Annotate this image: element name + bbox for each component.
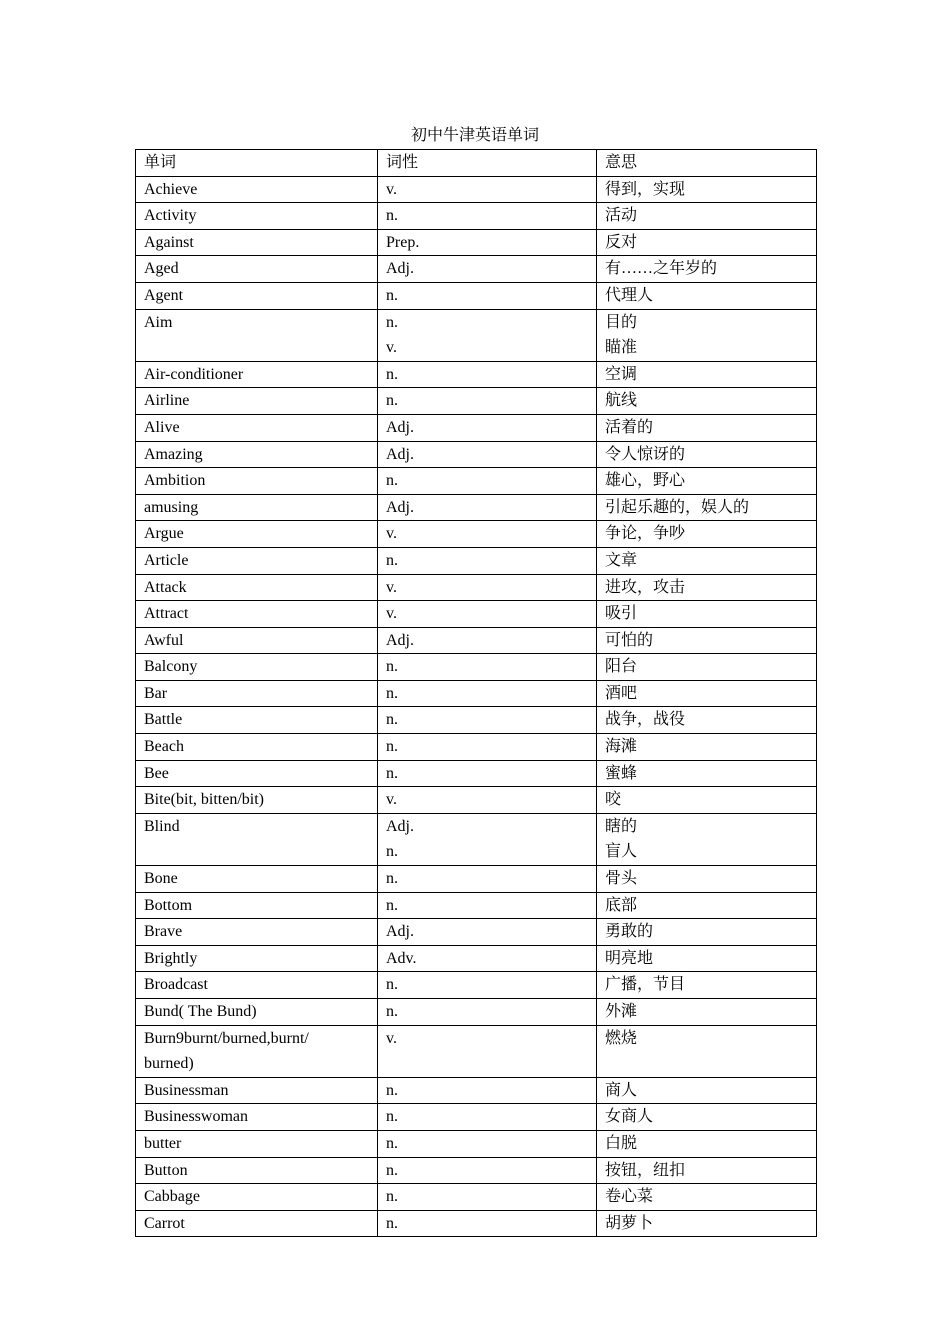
- table-row: [136, 892, 817, 919]
- word-cell-text: Beach: [144, 738, 184, 756]
- table-row: [136, 468, 817, 495]
- table-row: [136, 734, 817, 761]
- word-cell-text: Awful: [144, 631, 184, 649]
- meaning-cell-text: 有……之年岁的: [605, 260, 718, 278]
- meaning-cell-text: 战争，战役: [605, 711, 686, 729]
- table-row: [136, 203, 817, 230]
- table-row: [136, 361, 817, 388]
- table-row: [136, 388, 817, 415]
- meaning-cell-text: 卷心菜: [605, 1188, 654, 1206]
- part-of-speech-cell-text: n.: [386, 1134, 398, 1152]
- word-cell-text: Against: [144, 233, 194, 251]
- table-row: [136, 919, 817, 946]
- part-of-speech-cell-text: v.: [386, 791, 397, 809]
- table-row: [136, 1184, 817, 1211]
- word-cell: [136, 203, 378, 230]
- meaning-cell: [597, 919, 817, 946]
- meaning-cell: [597, 999, 817, 1026]
- table-row: [136, 601, 817, 628]
- word-cell-text: butter: [144, 1134, 182, 1152]
- part-of-speech-cell: [378, 309, 597, 361]
- meaning-cell-text: 令人惊讶的: [605, 445, 686, 463]
- word-cell-text: Bund( The Bund): [144, 1003, 257, 1020]
- word-cell-text: Activity: [144, 207, 197, 225]
- part-of-speech-cell: [378, 1157, 597, 1184]
- table-row: [136, 547, 817, 574]
- meaning-cell: [597, 1077, 817, 1104]
- meaning-cell: [597, 1104, 817, 1131]
- part-of-speech-cell-text: n.: [386, 1081, 398, 1099]
- meaning-cell: [597, 203, 817, 230]
- part-of-speech-cell-text: n.: [386, 472, 398, 490]
- meaning-cell: [597, 229, 817, 256]
- table-row: [136, 945, 817, 972]
- part-of-speech-cell-text: n.: [386, 207, 398, 225]
- part-of-speech-cell-text: n.: [386, 843, 398, 861]
- word-cell-text: Battle: [144, 711, 183, 729]
- word-cell: [136, 601, 378, 628]
- meaning-cell-text: 盲人: [605, 843, 638, 861]
- part-of-speech-cell: [378, 229, 597, 256]
- meaning-cell-text: 进攻，攻击: [605, 578, 686, 596]
- part-of-speech-cell: [378, 1104, 597, 1131]
- word-cell: [136, 680, 378, 707]
- meaning-cell-text: 燃烧: [605, 1029, 638, 1047]
- meaning-cell: [597, 361, 817, 388]
- part-of-speech-cell: [378, 1184, 597, 1211]
- table-row: [136, 654, 817, 681]
- meaning-cell: [597, 176, 817, 203]
- meaning-cell-text: 骨头: [605, 870, 638, 888]
- word-cell: [136, 760, 378, 787]
- part-of-speech-cell-text: Adj.: [386, 817, 414, 835]
- word-cell: [136, 892, 378, 919]
- part-of-speech-cell: [378, 787, 597, 814]
- word-cell: [136, 468, 378, 495]
- meaning-cell: [597, 734, 817, 761]
- meaning-cell: [597, 441, 817, 468]
- meaning-cell-text: 瞎的: [605, 817, 638, 835]
- word-cell: [136, 547, 378, 574]
- page-title: 初中牛津英语单词: [410, 127, 539, 144]
- meaning-cell: [597, 680, 817, 707]
- part-of-speech-cell-text: Adj.: [386, 631, 414, 649]
- table-row: [136, 1130, 817, 1157]
- meaning-cell-text: 争论，争吵: [605, 525, 686, 543]
- part-of-speech-cell: [378, 707, 597, 734]
- word-cell: [136, 361, 378, 388]
- part-of-speech-cell-text: n.: [386, 365, 398, 383]
- meaning-cell-text: 引起乐趣的，娱人的: [605, 498, 750, 516]
- meaning-cell: [597, 309, 817, 361]
- part-of-speech-cell: [378, 176, 597, 203]
- part-of-speech-cell-text: n.: [386, 738, 398, 756]
- meaning-cell-text: 蜜蜂: [605, 764, 638, 782]
- part-of-speech-cell-text: n.: [386, 870, 398, 888]
- meaning-cell-text: 瞄准: [605, 339, 638, 357]
- meaning-cell-text: 女商人: [605, 1108, 654, 1126]
- word-cell: [136, 734, 378, 761]
- part-of-speech-cell: [378, 919, 597, 946]
- part-of-speech-cell-text: n.: [386, 1108, 398, 1126]
- meaning-cell: [597, 282, 817, 309]
- meaning-cell: [597, 813, 817, 865]
- word-cell: [136, 441, 378, 468]
- word-cell: [136, 787, 378, 814]
- part-of-speech-cell-text: Adj.: [386, 260, 414, 278]
- word-cell-text: Bar: [144, 684, 168, 702]
- meaning-cell: [597, 1025, 817, 1077]
- word-cell-text: amusing: [144, 498, 199, 516]
- word-cell: [136, 1184, 378, 1211]
- part-of-speech-cell-text: Adj.: [386, 418, 414, 436]
- part-of-speech-cell: [378, 680, 597, 707]
- part-of-speech-cell-text: v.: [386, 525, 397, 543]
- part-of-speech-cell: [378, 1130, 597, 1157]
- meaning-cell: [597, 601, 817, 628]
- part-of-speech-cell: [378, 999, 597, 1026]
- word-cell: [136, 256, 378, 283]
- part-of-speech-cell-text: v.: [386, 339, 397, 357]
- part-of-speech-cell-text: n.: [386, 1161, 398, 1179]
- meaning-cell: [597, 945, 817, 972]
- meaning-cell-text: 反对: [605, 233, 638, 251]
- word-cell-text: Amazing: [144, 445, 203, 463]
- part-of-speech-cell-text: Adj.: [386, 923, 414, 941]
- table-row: [136, 1025, 817, 1077]
- word-cell: [136, 707, 378, 734]
- word-cell: [136, 1104, 378, 1131]
- table-row: [136, 1210, 817, 1237]
- word-cell: [136, 1210, 378, 1237]
- word-cell-text: Balcony: [144, 658, 198, 676]
- part-of-speech-cell-text: v.: [386, 1029, 397, 1047]
- word-cell: [136, 945, 378, 972]
- word-cell-text: Aim: [144, 313, 173, 331]
- meaning-cell: [597, 1157, 817, 1184]
- header-word: 单词: [136, 150, 378, 177]
- word-cell-text: Businesswoman: [144, 1108, 248, 1126]
- meaning-cell-text: 按钮，纽扣: [605, 1161, 686, 1179]
- table-row: [136, 866, 817, 893]
- word-cell-text: Burn9burnt/burned,burnt/: [144, 1029, 309, 1047]
- table-header-row: [136, 150, 817, 177]
- word-cell-text: Ambition: [144, 472, 206, 490]
- table-row: [136, 309, 817, 361]
- meaning-cell-text: 吸引: [605, 605, 638, 623]
- table-row: [136, 787, 817, 814]
- word-cell: [136, 309, 378, 361]
- meaning-cell: [597, 1210, 817, 1237]
- meaning-cell: [597, 787, 817, 814]
- table-row: [136, 574, 817, 601]
- meaning-cell-text: 外滩: [605, 1003, 638, 1020]
- table-row: [136, 494, 817, 521]
- header-part-of-speech: 词性: [378, 150, 597, 177]
- part-of-speech-cell: [378, 866, 597, 893]
- word-cell: [136, 229, 378, 256]
- part-of-speech-cell: [378, 494, 597, 521]
- word-cell-text: Attack: [144, 578, 187, 596]
- table-row: [136, 707, 817, 734]
- meaning-cell: [597, 1130, 817, 1157]
- meaning-cell: [597, 707, 817, 734]
- word-cell-text: Bone: [144, 870, 178, 888]
- word-cell-text: Brave: [144, 923, 183, 941]
- word-cell-text: Bee: [144, 764, 169, 782]
- part-of-speech-cell-text: v.: [386, 605, 397, 623]
- table-row: [136, 414, 817, 441]
- meaning-cell-text: 商人: [605, 1081, 638, 1099]
- part-of-speech-cell: [378, 414, 597, 441]
- part-of-speech-cell: [378, 203, 597, 230]
- meaning-cell-text: 白脱: [605, 1134, 638, 1152]
- part-of-speech-cell: [378, 521, 597, 548]
- meaning-cell: [597, 468, 817, 495]
- meaning-cell-text: 航线: [605, 392, 638, 410]
- word-cell: [136, 627, 378, 654]
- part-of-speech-cell-text: n.: [386, 551, 398, 569]
- part-of-speech-cell: [378, 627, 597, 654]
- meaning-cell: [597, 494, 817, 521]
- meaning-cell-text: 广播，节目: [605, 976, 686, 994]
- meaning-cell-text: 阳台: [605, 658, 638, 676]
- part-of-speech-cell: [378, 388, 597, 415]
- word-cell-text: Agent: [144, 286, 184, 304]
- meaning-cell-text: 酒吧: [605, 684, 638, 702]
- word-cell-text: Brightly: [144, 949, 198, 967]
- meaning-cell: [597, 866, 817, 893]
- part-of-speech-cell: [378, 574, 597, 601]
- vocabulary-table: [135, 149, 817, 1237]
- part-of-speech-cell-text: n.: [386, 658, 398, 676]
- part-of-speech-cell-text: Adv.: [386, 949, 417, 967]
- part-of-speech-cell-text: v.: [386, 578, 397, 596]
- word-cell-text: Cabbage: [144, 1188, 200, 1206]
- table-row: [136, 441, 817, 468]
- table-row: [136, 1157, 817, 1184]
- meaning-cell-text: 海滩: [605, 738, 638, 756]
- part-of-speech-cell: [378, 468, 597, 495]
- part-of-speech-cell: [378, 282, 597, 309]
- word-cell-text: Bite(bit, bitten/bit): [144, 791, 264, 809]
- meaning-cell: [597, 627, 817, 654]
- part-of-speech-cell: [378, 760, 597, 787]
- part-of-speech-cell: [378, 441, 597, 468]
- table-row: [136, 1104, 817, 1131]
- meaning-cell: [597, 760, 817, 787]
- part-of-speech-cell-text: n.: [386, 764, 398, 782]
- part-of-speech-cell: [378, 972, 597, 999]
- word-cell: [136, 919, 378, 946]
- meaning-cell: [597, 892, 817, 919]
- meaning-cell: [597, 654, 817, 681]
- meaning-cell-text: 得到，实现: [605, 180, 686, 198]
- part-of-speech-cell: [378, 547, 597, 574]
- table-row: [136, 176, 817, 203]
- meaning-cell-text: 底部: [605, 896, 638, 914]
- meaning-cell: [597, 1184, 817, 1211]
- word-cell-text: Blind: [144, 817, 180, 835]
- word-cell-text: Carrot: [144, 1214, 185, 1232]
- word-cell-text: Bottom: [144, 896, 193, 914]
- word-cell: [136, 521, 378, 548]
- word-cell-text: Attract: [144, 605, 189, 623]
- meaning-cell-text: 明亮地: [605, 949, 654, 967]
- part-of-speech-cell: [378, 1077, 597, 1104]
- part-of-speech-cell-text: n.: [386, 896, 398, 914]
- word-cell: [136, 494, 378, 521]
- word-cell-text: Businessman: [144, 1081, 229, 1099]
- meaning-cell-text: 可怕的: [605, 631, 654, 649]
- word-cell: [136, 1130, 378, 1157]
- meaning-cell-text: 活动: [605, 207, 638, 225]
- part-of-speech-cell-text: Prep.: [386, 233, 420, 251]
- part-of-speech-cell-text: Adj.: [386, 445, 414, 463]
- meaning-cell-text: 文章: [605, 551, 638, 569]
- meaning-cell-text: 代理人: [605, 286, 654, 304]
- table-row: [136, 256, 817, 283]
- table-row: [136, 627, 817, 654]
- word-cell-text: Alive: [144, 418, 180, 436]
- table-row: [136, 680, 817, 707]
- word-cell: [136, 574, 378, 601]
- meaning-cell: [597, 414, 817, 441]
- part-of-speech-cell: [378, 734, 597, 761]
- table-row: [136, 1077, 817, 1104]
- part-of-speech-cell: [378, 654, 597, 681]
- word-cell: [136, 1157, 378, 1184]
- meaning-cell: [597, 521, 817, 548]
- table-row: [136, 972, 817, 999]
- part-of-speech-cell: [378, 256, 597, 283]
- word-cell: [136, 388, 378, 415]
- meaning-cell: [597, 388, 817, 415]
- meaning-cell: [597, 574, 817, 601]
- word-cell: [136, 813, 378, 865]
- part-of-speech-cell-text: n.: [386, 1003, 398, 1020]
- table-row: [136, 521, 817, 548]
- table-row: [136, 229, 817, 256]
- word-cell-text: Article: [144, 551, 189, 569]
- meaning-cell-text: 咬: [605, 791, 622, 809]
- part-of-speech-cell-text: n.: [386, 684, 398, 702]
- table-row: [136, 999, 817, 1026]
- meaning-cell-text: 空调: [605, 365, 638, 383]
- part-of-speech-cell: [378, 813, 597, 865]
- word-cell-text: burned): [144, 1055, 194, 1073]
- table-row: [136, 282, 817, 309]
- table-row: [136, 760, 817, 787]
- word-cell: [136, 1077, 378, 1104]
- word-cell-text: Air-conditioner: [144, 365, 244, 383]
- part-of-speech-cell-text: n.: [386, 286, 398, 304]
- meaning-cell-text: 目的: [605, 313, 638, 331]
- part-of-speech-cell-text: v.: [386, 180, 397, 198]
- word-cell: [136, 414, 378, 441]
- meaning-cell-text: 雄心，野心: [605, 472, 686, 490]
- part-of-speech-cell-text: Adj.: [386, 498, 414, 516]
- part-of-speech-cell-text: n.: [386, 1188, 398, 1206]
- word-cell-text: Button: [144, 1161, 188, 1179]
- word-cell-text: Aged: [144, 260, 179, 278]
- part-of-speech-cell-text: n.: [386, 392, 398, 410]
- part-of-speech-cell-text: n.: [386, 1214, 398, 1232]
- word-cell-text: Achieve: [144, 180, 198, 198]
- part-of-speech-cell: [378, 892, 597, 919]
- word-cell-text: Broadcast: [144, 976, 208, 994]
- part-of-speech-cell: [378, 1025, 597, 1077]
- table-row: [136, 813, 817, 865]
- word-cell-text: Airline: [144, 392, 190, 410]
- header-meaning: 意思: [597, 150, 817, 177]
- part-of-speech-cell: [378, 1210, 597, 1237]
- word-cell: [136, 972, 378, 999]
- meaning-cell-text: 胡萝卜: [605, 1214, 654, 1232]
- word-cell: [136, 282, 378, 309]
- word-cell: [136, 176, 378, 203]
- part-of-speech-cell-text: n.: [386, 976, 398, 994]
- meaning-cell-text: 活着的: [605, 418, 654, 436]
- part-of-speech-cell: [378, 945, 597, 972]
- part-of-speech-cell: [378, 601, 597, 628]
- meaning-cell-text: 勇敢的: [605, 923, 654, 941]
- part-of-speech-cell: [378, 361, 597, 388]
- word-cell: [136, 866, 378, 893]
- part-of-speech-cell-text: n.: [386, 313, 398, 331]
- word-cell: [136, 654, 378, 681]
- word-cell: [136, 999, 378, 1026]
- meaning-cell: [597, 547, 817, 574]
- part-of-speech-cell-text: n.: [386, 711, 398, 729]
- meaning-cell: [597, 256, 817, 283]
- word-cell-text: Argue: [144, 525, 184, 543]
- meaning-cell: [597, 972, 817, 999]
- word-cell: [136, 1025, 378, 1077]
